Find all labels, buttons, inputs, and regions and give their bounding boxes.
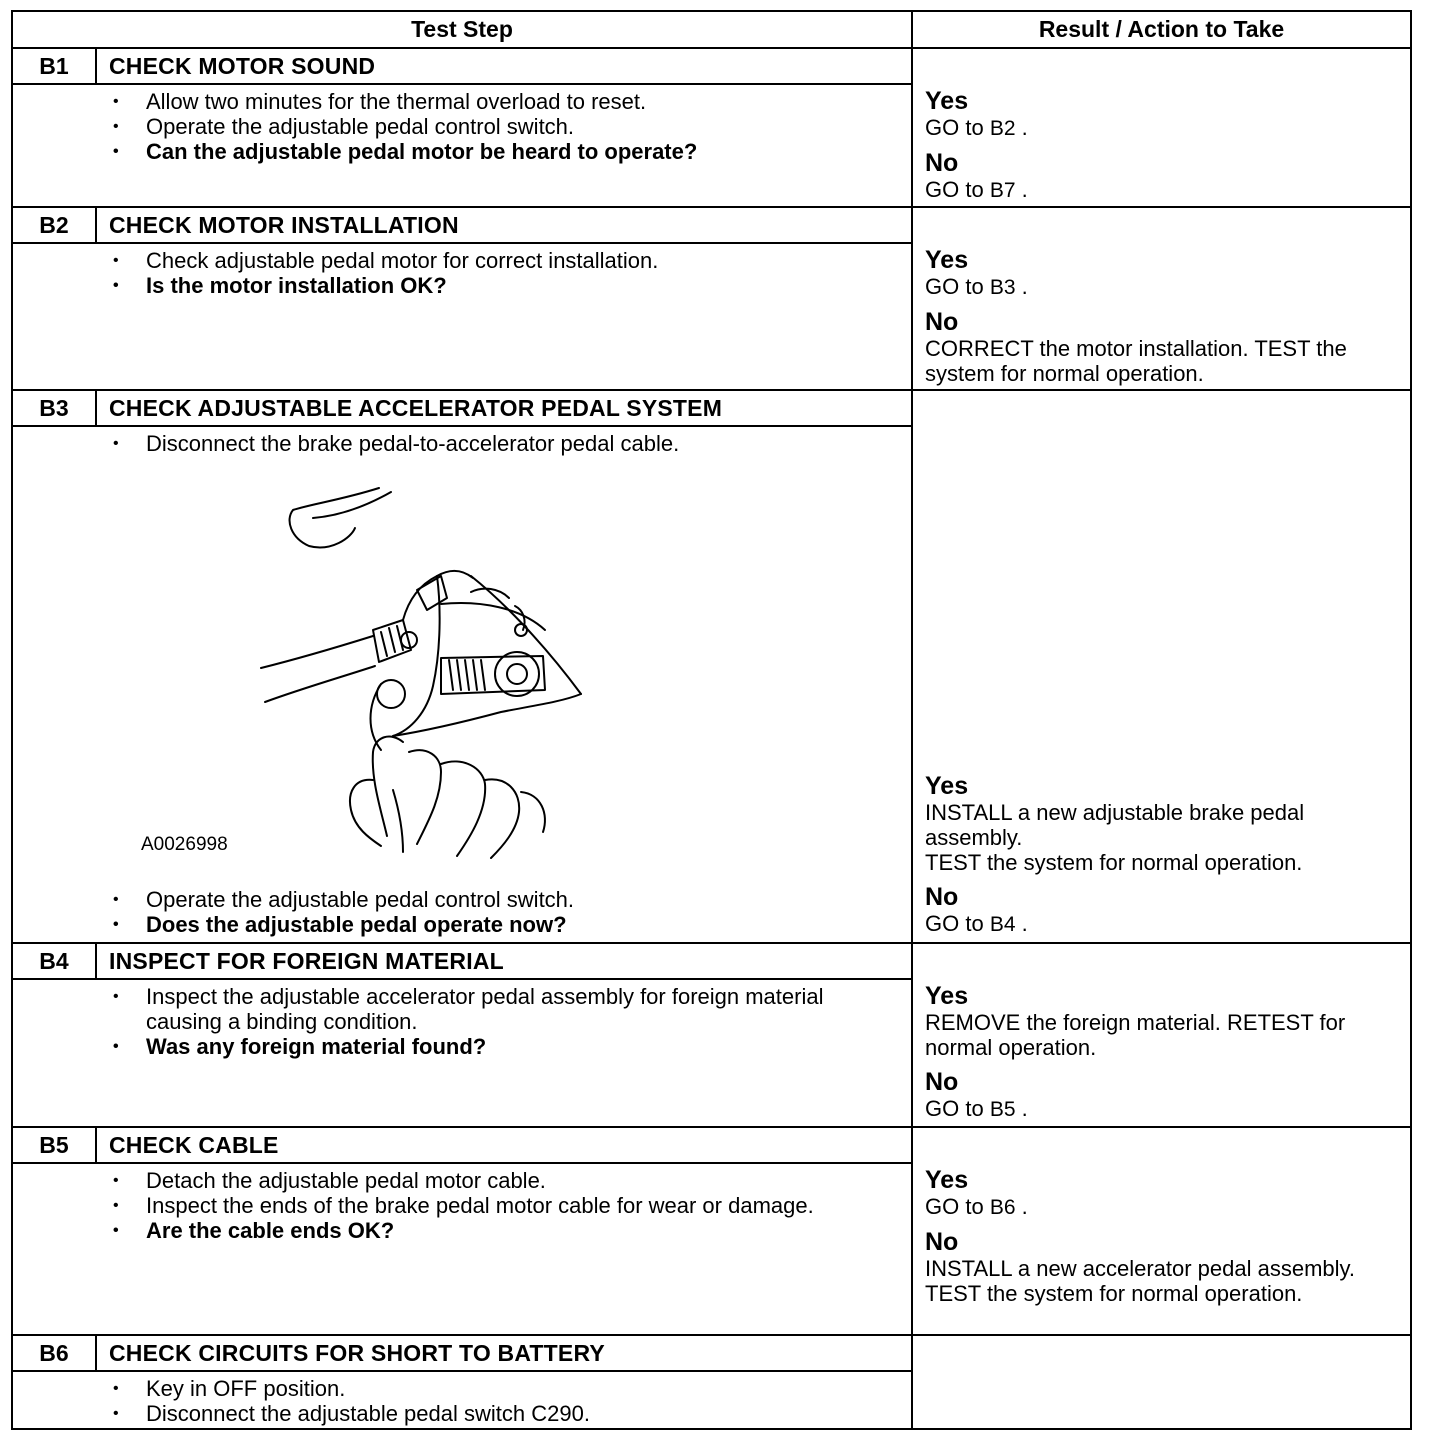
- id-divider: [95, 206, 97, 244]
- result-no-action: CORRECT the motor installation. TEST the system for normal operation.: [925, 336, 1347, 386]
- step-list: [109, 984, 866, 1059]
- row-title-rule: [13, 242, 911, 244]
- row-rule: [13, 1334, 1410, 1336]
- result-no-label: No: [925, 308, 959, 336]
- figure-id: A0026998: [141, 834, 228, 855]
- step-item: • Key in OFF position.: [109, 1376, 866, 1401]
- step-item: • Allow two minutes for the thermal overload to reset.: [109, 89, 866, 114]
- step-id: B3: [39, 395, 69, 421]
- result-block: [925, 87, 1395, 203]
- result-yes-action: INSTALL a new adjustable brake pedal assembly.: [925, 800, 1305, 850]
- result-no-label: No: [925, 1228, 959, 1256]
- step-title: CHECK MOTOR SOUND: [109, 53, 376, 79]
- result-no-action: INSTALL a new accelerator pedal assembly.: [925, 1256, 1356, 1281]
- id-divider: [95, 47, 97, 85]
- step-item: • Check adjustable pedal motor for correct installation.: [109, 248, 866, 273]
- goto-link[interactable]: B2: [989, 117, 1016, 140]
- result-yes-label: Yes: [925, 982, 969, 1010]
- result-yes-label: Yes: [925, 772, 969, 800]
- step-id: B4: [39, 948, 69, 974]
- step-list: [109, 431, 866, 456]
- row-rule: [13, 942, 1410, 944]
- goto-link[interactable]: B5: [989, 1098, 1016, 1121]
- step-list: [109, 248, 866, 298]
- step-list: [109, 89, 866, 164]
- result-block: [925, 772, 1395, 937]
- header-test-step: Test Step: [411, 16, 513, 42]
- step-id: B1: [39, 53, 69, 79]
- goto-link[interactable]: B3: [989, 276, 1016, 299]
- pedal-illustration: [141, 480, 621, 860]
- result-block: [925, 982, 1395, 1122]
- row-title-rule: [13, 1370, 911, 1372]
- step-item: • Disconnect the adjustable pedal switch C290.: [109, 1401, 866, 1426]
- header-rule: [13, 47, 1410, 49]
- row-title-rule: [13, 1162, 911, 1164]
- row-rule: [13, 1126, 1410, 1128]
- step-question: • Can the adjustable pedal motor be heard to operate?: [109, 139, 866, 164]
- row-title-rule: [13, 425, 911, 427]
- row-rule: [13, 206, 1410, 208]
- result-yes-action: GO to B6 .: [925, 1194, 1028, 1219]
- result-yes-action: REMOVE the foreign material. RETEST for normal operation.: [925, 1010, 1346, 1060]
- result-no-label: No: [925, 883, 959, 911]
- diagnostic-table: [11, 10, 1412, 1430]
- step-item: • Detach the adjustable pedal motor cable.: [109, 1168, 866, 1193]
- step-question: • Is the motor installation OK?: [109, 273, 866, 298]
- step-id: B5: [39, 1132, 69, 1158]
- row-rule: [13, 389, 1410, 391]
- result-block: [925, 246, 1395, 386]
- result-no-label: No: [925, 1068, 959, 1096]
- step-title: INSPECT FOR FOREIGN MATERIAL: [109, 948, 504, 974]
- result-no-action-2: TEST the system for normal operation.: [925, 1281, 1303, 1306]
- step-item: • Inspect the ends of the brake pedal motor cable for wear or damage.: [109, 1193, 866, 1218]
- result-yes-label: Yes: [925, 1166, 969, 1194]
- result-no-action: GO to B5 .: [925, 1096, 1028, 1121]
- step-item: • Operate the adjustable pedal control switch.: [109, 887, 866, 912]
- id-divider: [95, 389, 97, 427]
- row-title-rule: [13, 978, 911, 980]
- step-question: • Does the adjustable pedal operate now?: [109, 912, 866, 937]
- goto-link[interactable]: B6: [989, 1196, 1016, 1219]
- result-yes-action: GO to B2 .: [925, 115, 1028, 140]
- result-yes-action-2: TEST the system for normal operation.: [925, 850, 1303, 875]
- step-title: CHECK CABLE: [109, 1132, 279, 1158]
- step-list: [109, 887, 866, 937]
- result-yes-label: Yes: [925, 87, 969, 115]
- step-list: [109, 1168, 866, 1243]
- step-id: B6: [39, 1340, 69, 1366]
- result-yes-action: GO to B3 .: [925, 274, 1028, 299]
- step-title: CHECK CIRCUITS FOR SHORT TO BATTERY: [109, 1340, 605, 1366]
- result-yes-label: Yes: [925, 246, 969, 274]
- step-title: CHECK ADJUSTABLE ACCELERATOR PEDAL SYSTEM: [109, 395, 723, 421]
- goto-link[interactable]: B7: [989, 179, 1016, 202]
- row-title-rule: [13, 83, 911, 85]
- step-item: • Operate the adjustable pedal control switch.: [109, 114, 866, 139]
- result-no-action: GO to B7 .: [925, 177, 1028, 202]
- step-question: • Was any foreign material found?: [109, 1034, 866, 1059]
- step-item: • Disconnect the brake pedal-to-accelerator pedal cable.: [109, 431, 866, 456]
- step-title: CHECK MOTOR INSTALLATION: [109, 212, 459, 238]
- step-id: B2: [39, 212, 69, 238]
- result-no-label: No: [925, 149, 959, 177]
- step-item: • Inspect the adjustable accelerator pedal assembly for foreign material causing a binding condition.: [109, 984, 866, 1034]
- id-divider: [95, 1126, 97, 1164]
- step-list: [109, 1376, 866, 1426]
- id-divider: [95, 1334, 97, 1372]
- result-block: [925, 1166, 1395, 1306]
- step-question: • Are the cable ends OK?: [109, 1218, 866, 1243]
- id-divider: [95, 942, 97, 980]
- header-result: Result / Action to Take: [1038, 16, 1285, 42]
- column-divider: [911, 12, 913, 1428]
- goto-link[interactable]: B4: [989, 913, 1016, 936]
- result-no-action: GO to B4 .: [925, 911, 1028, 936]
